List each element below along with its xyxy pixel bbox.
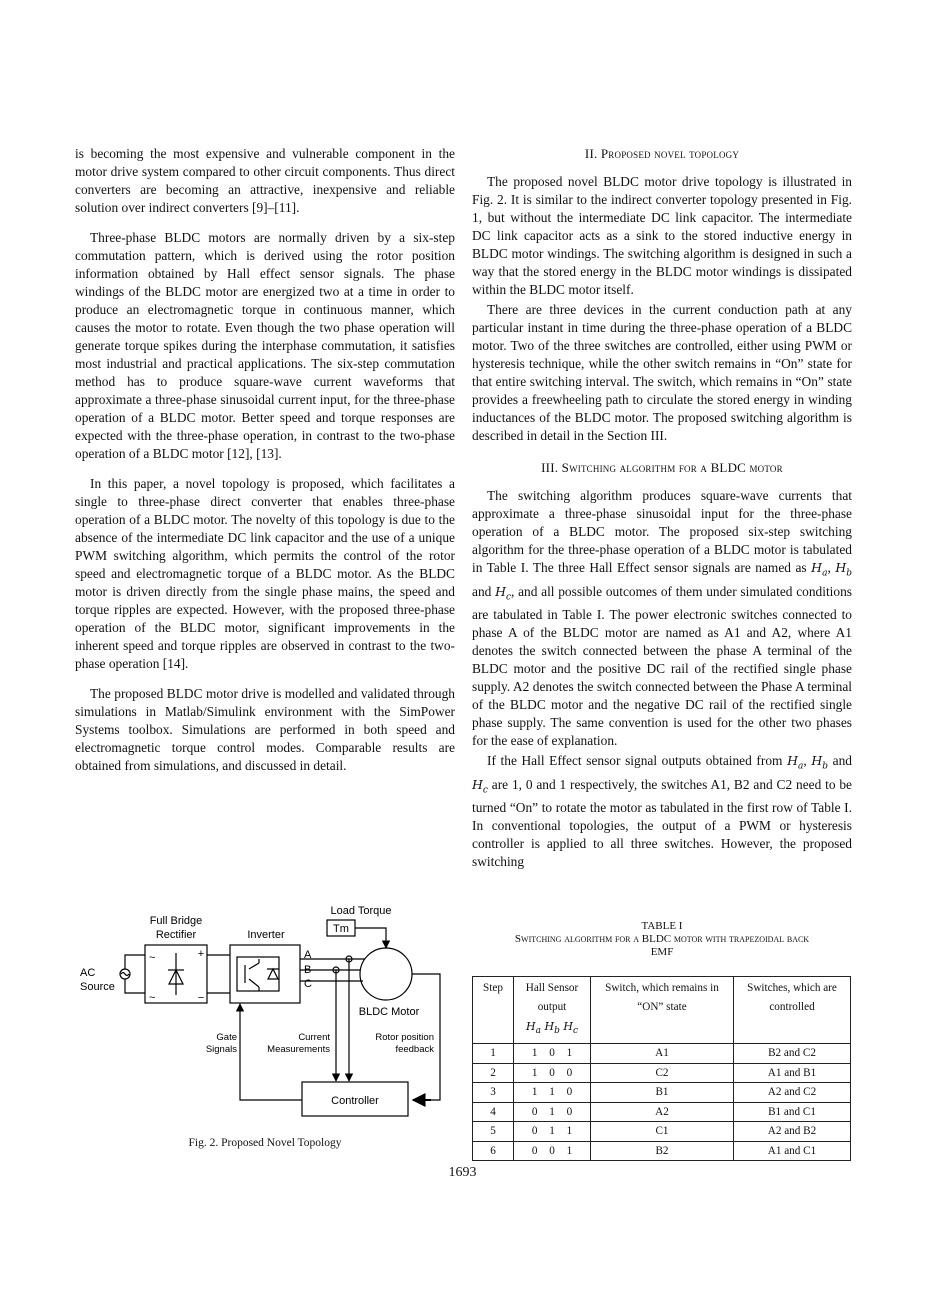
table-row: 4 0 1 0 A2 B1 and C1: [473, 1102, 851, 1122]
math-var-ha: $H_a$: [811, 560, 828, 579]
header-controlled: Switches, which are controlled: [734, 977, 851, 1044]
rectifier-label: Rectifier: [155, 929, 197, 941]
section-heading: II. Proposed novel topology: [584, 146, 740, 161]
text-run: The switching algorithm produces square-wave currents that approximate a three-phase sinusoidal input for the three-phase operation of a BLDC motor. The proposed six-step switching algorithm for the three-phase operation of a BLDC motor is tabulated in Table I. The three Hall Effect sensor signals are named as: [472, 488, 852, 575]
header-hall: Hall Sensor output $H_a$ $H_b$ $H_c$: [514, 977, 591, 1044]
load-torque-label: Load Torque: [330, 905, 392, 917]
table-subtitle: EMF: [650, 946, 674, 958]
table-row: 3 1 1 0 B1 A2 and C2: [473, 1083, 851, 1103]
paragraph: The switching algorithm produces square-wave currents that approximate a three-phase sinusoidal input for the three-phase operation of a BLDC motor. The proposed six-step switching algorithm for the three-phase operation of a BLDC motor is tabulated in Table I. The three Hall Effect sensor signals are named as $H_a$, $H_b$ and $H_c$, and all possible outcomes of them under simulated conditions are tabulated in Table I. The power electronic switches connected to phase A of the BLDC motor are named as A1 and A2, where A1 denotes the switch connected between the phase A terminal of the BLDC motor and the positive DC rail of the rectified single phase supply. A2 denotes the switch connected between the Phase A terminal of the BLDC motor and the negative DC rail of the rectified single phase supply. The same convention is used for the other two phases for the ease of explanation.: [472, 488, 852, 748]
phase-b-label: B: [304, 964, 312, 976]
phase-c-label: C: [304, 978, 312, 990]
math-var-hc: $H_c$: [495, 583, 512, 602]
table-row: 2 1 0 0 C2 A1 and B1: [473, 1063, 851, 1083]
math-var-hb: $H_b$: [811, 753, 829, 772]
measurements-label: Measurements: [267, 1044, 330, 1055]
header-step: Step: [473, 977, 514, 1044]
tilde-top: ~: [149, 952, 156, 964]
phase-a-label: A: [304, 949, 312, 961]
full-bridge-label: Full Bridge: [149, 915, 203, 927]
minus-label: −: [197, 992, 205, 1004]
math-var-hb: $H_b$: [835, 560, 852, 579]
source-label: Source: [80, 981, 115, 993]
feedback-label: feedback: [395, 1044, 434, 1055]
table-row: 6 0 0 1 B2 A1 and C1: [473, 1141, 851, 1161]
inverter-label: Inverter: [247, 929, 285, 941]
hall-vars: $H_a$ $H_b$ $H_c$: [526, 1020, 578, 1037]
table-header-row: [473, 977, 851, 1044]
left-column: [75, 145, 455, 787]
paragraph: There are three devices in the current conduction path at any particular instant in time during the three-phase operation of a BLDC motor. Two of the three switches are controlled, either using PWM or hysteresis technique, while the other switch remains in “On” state for that entire switching interval. The switch, which remains in “On” state provides a freewheeling path to circulate the stored energy in winding inductances of the BLDC motor. The proposed switching algorithm is described in detail in the Section III.: [472, 302, 852, 443]
right-column: [472, 145, 852, 873]
paragraph: The proposed novel BLDC motor drive topology is illustrated in Fig. 2. It is similar to the indirect converter topology presented in Fig. 1, but without the intermediate DC link capacitor. The intermediate DC link capacitor acts as a sink to the stored inductive energy in BLDC motor windings. The switching algorithm is designed in such a way that the stored energy in the BLDC motor windings is dissipated within the BLDC motor itself.: [472, 174, 852, 297]
tm-label: Tm: [333, 923, 349, 935]
paragraph: is becoming the most expensive and vulnerable component in the motor drive system compared to other circuit components. Thus direct converters are becoming an attractive, inexpensive and reliable solution over indirect converters [9]–[11].: [75, 146, 455, 215]
table-row: 1 1 0 1 A1 B2 and C2: [473, 1044, 851, 1064]
paragraph: Three-phase BLDC motors are normally driven by a six-step commutation pattern, which is derived using the rotor position information obtained by Hall effect sensor signals. The phase windings of the BLDC motor are energized two at a time in order to produce an electromagnetic torque in continuous manner, which causes the motor to rotate. Even though the two phase operation will generate torque spikes during the interphase commutation, it satisfies most industrial and practical applications. The six-step commutation method has to produce square-wave current waveforms that approximate a three-phase sinusoidal current input, for the three-phase operation of a BLDC motor. Better speed and torque responses are expected with the three-phase operation, in contrast to the two-phase operation of a BLDC motor [12], [13].: [75, 230, 455, 461]
text-run: If the Hall Effect sensor signal outputs obtained from: [487, 753, 783, 768]
paragraph: The proposed BLDC motor drive is modelled and validated through simulations in Matlab/Simulink environment with the SimPower Systems toolbox. Simulations are performed in both speed and electromagnetic torque control modes. Comparable results are obtained from simulations, and discussed in detail.: [75, 686, 455, 773]
math-var-hc: $H_c$: [472, 776, 488, 795]
section-heading: III. Switching algorithm for a BLDC motor: [541, 460, 783, 475]
text-run: are 1, 0 and 1 respectively, the switches A1, B2 and C2 need to be turned “On” to rotate the motor as tabulated in the first row of Table I. In conventional topologies, the output of a PWM or hysteresis controller is applied to all three switches. However, the proposed switching: [472, 776, 852, 869]
table-title: TABLE I: [641, 920, 683, 932]
motor-circle: [360, 948, 412, 1000]
signals-label: Signals: [205, 1044, 237, 1055]
ac-label: AC: [80, 967, 96, 979]
inverter-box: [230, 945, 300, 1003]
bldc-motor-label: BLDC Motor: [358, 1006, 420, 1018]
switching-table: [472, 976, 851, 1161]
figure-caption: Fig. 2. Proposed Novel Topology: [188, 1137, 342, 1149]
plus-label: +: [197, 948, 205, 960]
rotor-position-label: Rotor position: [375, 1032, 434, 1043]
topology-diagram: [75, 895, 455, 1130]
table-subtitle: Switching algorithm for a BLDC motor with trapezoidal back: [514, 933, 810, 945]
table-block: [472, 920, 852, 1161]
current-label: Current: [298, 1032, 330, 1043]
math-var-ha: $H_a$: [787, 753, 804, 772]
text-run: and: [832, 753, 852, 768]
gate-label: Gate: [216, 1032, 237, 1043]
page-number: 1693: [448, 1165, 477, 1180]
tilde-bottom: ~: [149, 992, 156, 1004]
table-row: 5 0 1 1 C1 A2 and B2: [473, 1122, 851, 1142]
paragraph: If the Hall Effect sensor signal outputs obtained from $H_a$, $H_b$ and $H_c$ are 1, 0 and 1 respectively, the switches A1, B2 and C2 need to be turned “On” to rotate the motor as tabulated in the first row of Table I. In conventional topologies, the output of a PWM or hysteresis controller is applied to all three switches. However, the proposed switching: [472, 753, 852, 869]
text-run: , and all possible outcomes of them under simulated conditions are tabulated in Table I. The power electronic switches connected to phase A of the BLDC motor are named as A1 and A2, where A1 denotes the switch connected between the phase A terminal of the BLDC motor and the positive DC rail of the rectified single phase supply. A2 denotes the switch connected between the Phase A terminal of the BLDC motor and the negative DC rail of the rectified single phase supply. The same convention is used for the other two phases for the ease of explanation.: [472, 583, 852, 748]
paragraph: In this paper, a novel topology is proposed, which facilitates a single to three-phase direct converter that enables three-phase operation of a BLDC motor. The novelty of this topology is due to the absence of the intermediate DC link capacitor and the use of a unique PWM switching algorithm, which permits the control of the rotor speed and electromagnetic torque of a BLDC motor. As the BLDC motor is driven directly from the single phase mains, the speed and torque ripples are expected. However, with the proposed three-phase operation of the BLDC motor, significant improvements in the inherent speed and torque ripples are observed in contrast to the two-phase operation [14].: [75, 476, 455, 671]
figure-proposed-topology: [75, 895, 455, 1130]
controller-label: Controller: [331, 1095, 379, 1107]
header-on-state: Switch, which remains in “ON” state: [591, 977, 734, 1044]
text-run: and: [472, 583, 492, 599]
